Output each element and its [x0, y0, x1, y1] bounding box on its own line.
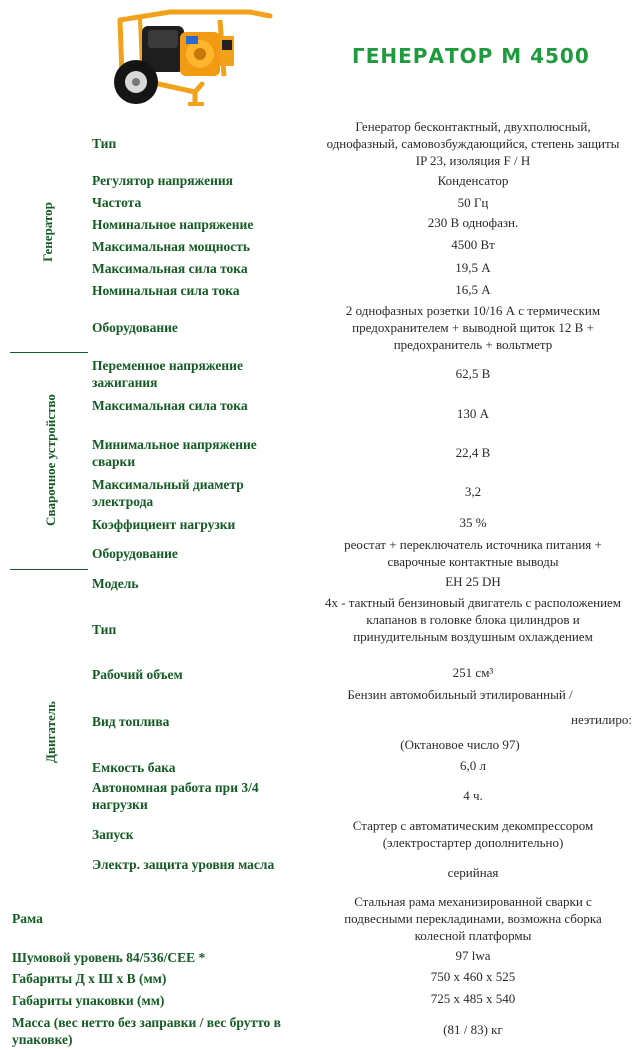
- spec-value: 6,0 л: [460, 758, 486, 773]
- spec-value: 62,5 В: [455, 366, 491, 381]
- spec-label: Оборудование: [92, 320, 178, 335]
- spec-label: Шумовой уровень 84/536/CEE *: [12, 950, 206, 965]
- spec-value: 2 однофазных розетки 10/16 А с термическим предохранителем + выводной щиток 12 В + предохранитель + вольтметр: [345, 303, 601, 352]
- spec-value: 230 В однофазн.: [427, 215, 519, 230]
- spec-value: Стартер с автоматическим декомпрессором (электростартер дополнительно): [352, 818, 594, 850]
- spec-label: Номинальное напряжение: [92, 217, 254, 232]
- spec-label: Регулятор напряжения: [92, 173, 233, 188]
- spec-value: реостат + переключатель источника питания + сварочные контактные выводы: [344, 537, 602, 569]
- spec-label: Максимальная мощность: [92, 239, 251, 254]
- generator-product-image: [100, 6, 275, 112]
- spec-value: 4 ч.: [463, 788, 483, 803]
- spec-value: 750 х 460 х 525: [430, 969, 516, 984]
- spec-value: 16,5 А: [455, 282, 491, 297]
- spec-label: Автономная работа при 3/4 нагрузки: [92, 780, 259, 812]
- spec-value: Генератор бесконтактный, двухполюсный, однофазный, самовозбуждающийся, степень защиты IP 23, изоляция F / H: [326, 119, 620, 168]
- spec-label: Максимальная сила тока: [92, 261, 248, 276]
- spec-value: 22,4 В: [455, 445, 491, 460]
- spec-value: 19,5 А: [455, 260, 491, 275]
- spec-label: Переменное напряжение зажигания: [92, 358, 243, 390]
- spec-label: Модель: [92, 576, 139, 591]
- spec-label: Вид топлива: [92, 714, 170, 729]
- spec-value: (81 / 83) кг: [443, 1022, 503, 1037]
- spec-label: Минимальное напряжение сварки: [92, 437, 257, 469]
- spec-value: 725 х 485 х 540: [430, 991, 516, 1006]
- spec-value: 3,2: [464, 484, 482, 499]
- spec-label: Габариты Д х Ш х В (мм): [12, 971, 167, 986]
- spec-value: неэтилиро:: [570, 712, 632, 727]
- spec-label: Оборудование: [92, 546, 178, 561]
- spec-value: 4х - тактный бензиновый двигатель с расположением клапанов в головке блока цилиндров и принудительным воздушным охлаждением: [324, 595, 622, 644]
- spec-label: Рабочий объем: [92, 667, 183, 682]
- spec-label: Тип: [92, 136, 117, 151]
- spec-value: серийная: [447, 865, 499, 880]
- section-label-welder: Сварочное устройство: [43, 394, 58, 526]
- spec-value: Стальная рама механизированной сварки с подвесными перекладинами, возможна сборка колесной платформы: [344, 894, 602, 943]
- spec-label: Габариты упаковки (мм): [12, 993, 165, 1008]
- spec-value: Бензин автомобильный этилированный /: [347, 687, 573, 702]
- spec-label: Максимальная сила тока: [92, 398, 248, 413]
- spec-label: Коэффициент нагрузки: [92, 517, 236, 532]
- spec-label: Запуск: [92, 827, 134, 842]
- spec-label: Максимальный диаметр электрода: [92, 477, 244, 509]
- spec-value: 97 lwa: [455, 948, 491, 963]
- spec-label: Рама: [12, 911, 43, 926]
- spec-value: Конденсатор: [437, 173, 509, 188]
- section-label-engine: Двигатель: [43, 701, 58, 763]
- section-divider: [10, 352, 88, 353]
- spec-label: Тип: [92, 622, 117, 637]
- spec-value: (Октановое число 97): [400, 737, 520, 752]
- spec-label: Номинальная сила тока: [92, 283, 240, 298]
- spec-value: 35 %: [459, 515, 487, 530]
- section-divider: [10, 569, 88, 570]
- spec-value: EH 25 DH: [445, 574, 501, 589]
- spec-label: Электр. защита уровня масла: [92, 857, 275, 872]
- spec-value: 130 А: [456, 406, 490, 421]
- spec-label: Емкость бака: [92, 760, 176, 775]
- section-label-generator: Генератор: [40, 202, 55, 262]
- spec-label: Частота: [92, 195, 142, 210]
- spec-value: 4500 Вт: [451, 237, 495, 252]
- spec-value: 50 Гц: [457, 195, 489, 210]
- spec-label: Масса (вес нетто без заправки / вес брутто в упаковке): [12, 1015, 281, 1047]
- spec-value: 251 см³: [452, 665, 494, 680]
- page-title: ГЕНЕРАТОР М 4500: [352, 44, 590, 68]
